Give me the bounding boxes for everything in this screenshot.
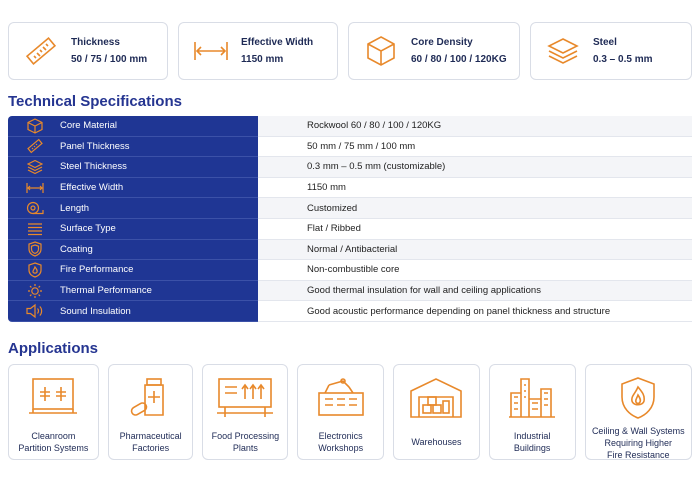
table-row xyxy=(8,301,692,322)
table-row xyxy=(8,260,692,281)
spec-heading: Technical Specifications xyxy=(8,93,182,110)
spec-label: Coating xyxy=(60,243,93,255)
fire-icon xyxy=(24,261,46,279)
cube-icon xyxy=(24,117,46,135)
electronics-icon xyxy=(309,375,373,421)
spec-value: Good acoustic performance depending on panel thickness and structure xyxy=(258,301,692,322)
card-value: 0.3 – 0.5 mm xyxy=(593,54,653,65)
spec-value: 50 mm / 75 mm / 100 mm xyxy=(258,137,692,158)
app-card-pharmaceutical xyxy=(108,364,194,460)
spec-label: Fire Performance xyxy=(60,264,134,276)
card-core-density xyxy=(348,22,520,80)
card-steel xyxy=(530,22,692,80)
app-label: Pharmaceutical Factories xyxy=(119,431,182,453)
card-value: 60 / 80 / 100 / 120KG xyxy=(411,54,507,65)
spec-label: Steel Thickness xyxy=(60,161,127,173)
spec-value: Good thermal insulation for wall and ceiling applications xyxy=(258,281,692,302)
table-row xyxy=(8,178,692,199)
tape-icon xyxy=(24,199,46,217)
factory-icon xyxy=(500,375,564,421)
spec-label: Length xyxy=(60,202,90,214)
cube-icon xyxy=(363,33,399,69)
width-arrows-icon xyxy=(24,179,46,197)
table-row xyxy=(8,281,692,302)
app-label: Electronics Workshops xyxy=(318,431,364,453)
food-processing-icon xyxy=(213,375,277,421)
shield-icon xyxy=(24,240,46,258)
ruler-icon xyxy=(24,137,46,155)
table-row xyxy=(8,219,692,240)
card-thickness xyxy=(8,22,168,80)
warehouse-icon xyxy=(404,375,468,421)
card-title: Effective Width xyxy=(241,37,314,48)
pharmacy-icon xyxy=(119,375,183,421)
fire-shield-icon xyxy=(606,375,670,421)
spec-value: 0.3 mm – 0.5 mm (customizable) xyxy=(258,157,692,178)
layers-icon xyxy=(24,158,46,176)
spec-value: Non-combustible core xyxy=(258,260,692,281)
card-value: 1150 mm xyxy=(241,54,284,65)
ruler-icon xyxy=(23,33,59,69)
spec-label: Sound Insulation xyxy=(60,305,131,317)
sun-icon xyxy=(24,282,46,300)
spec-label: Panel Thickness xyxy=(60,140,130,152)
app-label: Warehouses xyxy=(411,437,462,447)
card-title: Steel xyxy=(593,37,617,48)
width-arrows-icon xyxy=(193,33,229,69)
spec-label: Core Material xyxy=(60,120,118,132)
app-card-fire-resistance xyxy=(585,364,692,460)
spec-value: Normal / Antibacterial xyxy=(258,240,692,261)
feature-cards xyxy=(8,22,692,80)
card-title: Core Density xyxy=(411,37,473,48)
card-effective-width xyxy=(178,22,338,80)
card-title: Thickness xyxy=(71,37,120,48)
app-label: Industrial Buildings xyxy=(513,431,551,453)
table-row xyxy=(8,137,692,158)
app-card-electronics xyxy=(297,364,384,460)
app-card-industrial xyxy=(489,364,576,460)
layers-icon xyxy=(545,33,581,69)
speaker-icon xyxy=(24,302,46,320)
app-card-cleanroom xyxy=(8,364,99,460)
app-card-warehouses xyxy=(393,364,480,460)
apps-heading: Applications xyxy=(8,340,99,357)
spec-label: Thermal Performance xyxy=(60,285,152,297)
spec-value: Flat / Ribbed xyxy=(258,219,692,240)
card-value: 50 / 75 / 100 mm xyxy=(71,54,148,65)
spec-table xyxy=(8,116,692,326)
lines-icon xyxy=(24,220,46,238)
app-label: Food Processing Plants xyxy=(211,431,280,453)
table-row xyxy=(8,157,692,178)
table-row xyxy=(8,198,692,219)
table-row xyxy=(8,116,692,137)
application-cards xyxy=(8,364,692,460)
spec-label: Surface Type xyxy=(60,223,116,235)
app-label: Ceiling & Wall Systems Requiring Higher Fire Resistance xyxy=(591,426,685,460)
spec-value: Rockwool 60 / 80 / 100 / 120KG xyxy=(258,116,692,137)
spec-label: Effective Width xyxy=(60,182,124,194)
table-row xyxy=(8,240,692,261)
app-card-food-processing xyxy=(202,364,288,460)
spec-value: 1150 mm xyxy=(258,178,692,199)
app-label: Cleanroom Partition Systems xyxy=(18,431,89,453)
cleanroom-icon xyxy=(21,375,85,421)
spec-value: Customized xyxy=(258,198,692,219)
